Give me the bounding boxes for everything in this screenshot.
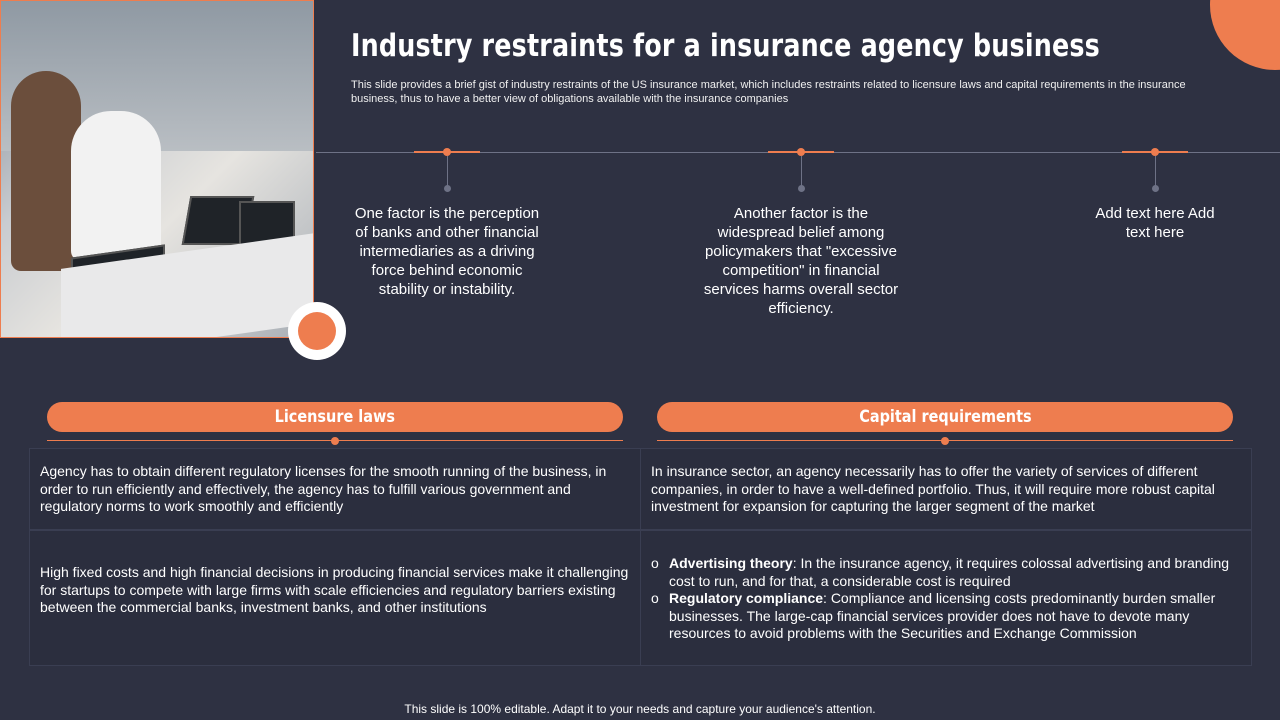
timeline-dot — [443, 148, 451, 156]
factor-text: Another factor is the widespread belief among policymakers that "excessive competition" in financial services harms overall sector efficiency. — [703, 205, 899, 317]
office-photo — [0, 0, 314, 338]
footer-note: This slide is 100% editable. Adapt it to your needs and capture your audience's attention. — [404, 702, 876, 716]
page-subtitle: This slide provides a brief gist of industry restraints of the US insurance market, which includes restraints related to licensure laws and capital requirements in the insurance business, thus to have a better view of obligations available with the insurance companies — [351, 79, 1186, 105]
licensure-text-2: High fixed costs and high financial decisions in producing financial services make it challenging for startups to compete with large firms with scale efficiencies and regulatory barriers existing between the commercial banks, investment banks, and other institutions — [40, 564, 629, 615]
bullet-term: Advertising theory — [669, 555, 793, 571]
capital-bullet-list — [651, 555, 1241, 643]
page-title: Industry restraints for a insurance agency business — [351, 28, 1100, 64]
bullet-term: Regulatory compliance — [669, 590, 824, 606]
capital-text-1: In insurance sector, an agency necessarily has to offer the variety of services of different companies, in order to have a well-defined portfolio. Thus, it will require more robust capital investment for expansion for capturing the larger segment of the market — [651, 463, 1215, 514]
bullet-text: : Compliance and licensing costs predominantly burden smaller businesses. The large-cap financial services provider does not have to devote many resources to avoid problems with the Securities and Exchange Commission — [669, 590, 1216, 641]
timeline-dot — [797, 148, 805, 156]
list-item — [651, 590, 1241, 643]
column-rule-dot — [331, 437, 339, 445]
licensure-laws-label: Licensure laws — [274, 407, 396, 427]
bullet-text: : In the insurance agency, it requires colossal advertising and branding cost to run, and for that, a considerable cost is required — [669, 555, 1230, 589]
corner-decoration — [1210, 0, 1280, 70]
list-item — [651, 555, 1241, 590]
bullet-mark: o — [651, 590, 659, 606]
column-rule-dot — [941, 437, 949, 445]
licensure-text-1: Agency has to obtain different regulatory licenses for the smooth running of the business, in order to run efficiently and effectively, the agency has to fulfill various government and regulatory norms to work smoothly and efficiently — [40, 463, 607, 514]
photo-ring-decoration — [288, 302, 346, 360]
timeline-dot — [1151, 148, 1159, 156]
licensure-cell-2 — [29, 530, 641, 666]
capital-cell-1 — [640, 448, 1252, 530]
factor-text: One factor is the perception of banks and other financial intermediaries as a driving force behind economic stability or instability. — [354, 205, 540, 298]
capital-cell-2 — [640, 530, 1252, 666]
capital-requirements-header — [657, 402, 1233, 432]
capital-requirements-label: Capital requirements — [858, 407, 1032, 427]
licensure-laws-header — [47, 402, 623, 432]
bullet-mark: o — [651, 555, 659, 571]
factor-text: Add text here Add text here — [1095, 205, 1215, 241]
licensure-cell-1 — [29, 448, 641, 530]
